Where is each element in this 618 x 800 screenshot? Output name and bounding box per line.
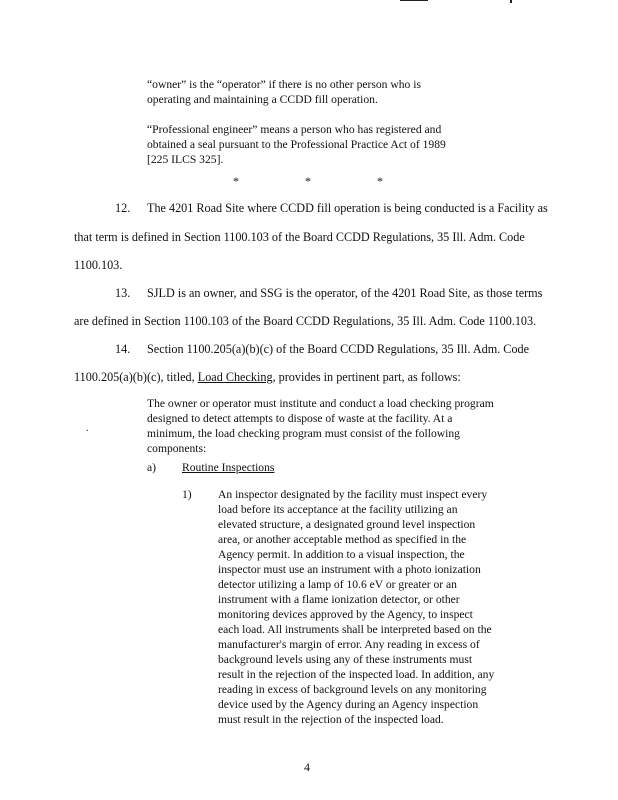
- paragraph-number: 14.: [115, 342, 131, 356]
- separator-star: *: [377, 174, 383, 188]
- paragraph-number: 12.: [115, 201, 131, 215]
- margin-mark: .: [86, 423, 89, 434]
- item-line: monitoring devices approved by the Agency, to inspect: [218, 608, 473, 621]
- paragraph-line: [74, 370, 461, 385]
- pe-definition-line: [225 ILCS 325].: [147, 153, 224, 166]
- item-line: detector utilizing a lamp of 10.6 eV or greater or an: [218, 578, 457, 591]
- item-line: elevated structure, a designated ground level inspection: [218, 518, 476, 531]
- item-line: device used by the Agency during an Agency inspection: [218, 698, 479, 711]
- item-line: each load. All instruments shall be interpreted based on the: [218, 623, 492, 636]
- quote-intro-line: designed to detect attempts to dispose of waste at the facility. At a: [147, 412, 453, 425]
- item-line: area, or another acceptable method as specified in the: [218, 533, 467, 546]
- item-line: Agency permit. In addition to a visual inspection, the: [218, 548, 465, 561]
- item-label: 1): [182, 488, 192, 501]
- paragraph-line: are defined in Section 1100.103 of the Board CCDD Regulations, 35 Ill. Adm. Code 1100.103.: [74, 314, 537, 328]
- item-line: inspector must use an instrument with a photo ionization: [218, 563, 481, 576]
- item-line: load before its acceptance at the facility utilizing an: [218, 503, 458, 516]
- separator-star: *: [305, 174, 311, 188]
- paragraph-line: Section 1100.205(a)(b)(c) of the Board CCDD Regulations, 35 Ill. Adm. Code: [147, 342, 530, 356]
- subsection-title: Routine Inspections: [182, 461, 275, 474]
- item-line: result in the rejection of the inspected load. In addition, any: [218, 668, 495, 681]
- item-line: An inspector designated by the facility must inspect every: [218, 488, 488, 501]
- pe-definition-line: obtained a seal pursuant to the Professional Practice Act of 1989: [147, 138, 446, 151]
- item-line: manufacturer's margin of error. Any reading in excess of: [218, 638, 480, 651]
- scan-mark: [510, 0, 512, 3]
- paragraph-line: The 4201 Road Site where CCDD fill operation is being conducted is a Facility as: [147, 201, 548, 215]
- subsection-label: a): [147, 461, 157, 474]
- load-checking-title: Load Checking: [197, 370, 273, 384]
- item-line: instrument with a flame ionization detector, or other: [218, 593, 460, 606]
- owner-definition-line: “owner” is the “operator” if there is no other person who is: [147, 78, 421, 91]
- separator-star: *: [233, 174, 239, 188]
- owner-definition-line: operating and maintaining a CCDD fill operation.: [147, 93, 378, 106]
- item-line: must result in the rejection of the inspected load.: [218, 713, 444, 726]
- quote-intro-line: components:: [147, 442, 207, 455]
- paragraph-line: 1100.103.: [74, 258, 123, 272]
- pe-definition-line: “Professional engineer” means a person who has registered and: [147, 123, 442, 136]
- scan-mark: [400, 0, 428, 1]
- paragraph-line: SJLD is an owner, and SSG is the operator, of the 4201 Road Site, as those terms: [147, 286, 543, 300]
- quote-intro-line: minimum, the load checking program must consist of the following: [147, 427, 460, 440]
- item-line: reading in excess of background levels on any monitoring: [218, 683, 487, 696]
- paragraph-line: that term is defined in Section 1100.103 of the Board CCDD Regulations, 35 Ill. Adm. Code: [74, 230, 525, 244]
- citation-text: 1100.205(a)(b)(c), titled,: [74, 370, 198, 384]
- paragraph-number: 13.: [115, 286, 131, 300]
- page-number: 4: [304, 760, 310, 774]
- quote-intro-line: The owner or operator must institute and conduct a load checking program: [147, 397, 494, 410]
- item-line: background levels using any of these instruments must: [218, 653, 473, 666]
- citation-text: , provides in pertinent part, as follows:: [272, 370, 461, 384]
